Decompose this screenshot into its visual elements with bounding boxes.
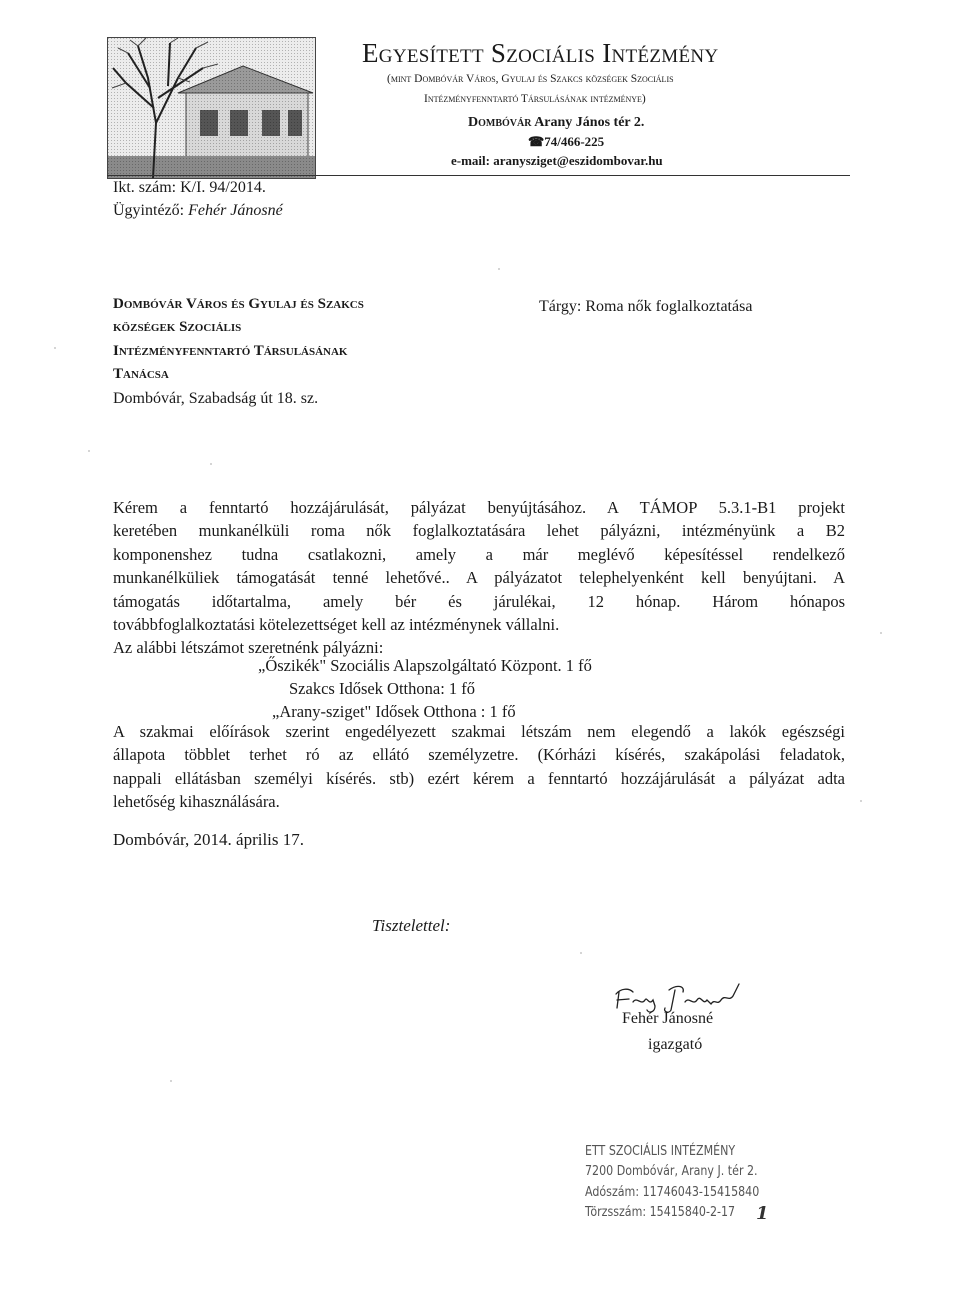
- clerk-name: Fehér Jánosné: [188, 202, 283, 219]
- body-line: keretében munkanélküli roma nők foglalkoztatására lehet pályázni, intézményünk a B2: [113, 521, 845, 541]
- letterhead-logo-image: [107, 37, 316, 179]
- clerk-line: [113, 202, 283, 220]
- letterhead-divider: [107, 175, 850, 176]
- addressee-line3: Intézményfenntartó Társulásának: [113, 343, 348, 359]
- reference-number: Ikt. szám: K/I. 94/2014.: [113, 179, 266, 196]
- body-line: támogatás időtartalma, amely bér és járulékai, 12 hónap. Három hónapos: [113, 591, 845, 611]
- scan-speck: [88, 450, 90, 452]
- body-line: munkanélküliek támogatását tenné lehetővé.. A pályázatot telephelyenként kell benyújtani. A: [113, 568, 845, 588]
- telephone-icon: ☎: [528, 134, 545, 149]
- staffing-list-item: Szakcs Idősek Otthona: 1 fő: [289, 679, 476, 698]
- scan-speck: [880, 632, 882, 634]
- scan-speck: [210, 463, 212, 465]
- stamp-line4: Törzsszám: 15415840-2-17: [585, 1204, 736, 1220]
- addressee-line4: Tanácsa: [113, 366, 169, 382]
- body-line: továbbfoglalkoztatási kötelezettséget kell az intézménynek vállalni.: [113, 614, 560, 634]
- body-paragraph-2: [113, 720, 845, 814]
- institution-address-city: Dombóvár: [468, 115, 532, 130]
- institution-phone: [528, 134, 604, 150]
- stamp-line1: ETT SZOCIÁLIS INTÉZMÉNY: [585, 1143, 736, 1159]
- institution-email: e-mail: aranysziget@eszidombovar.hu: [451, 153, 663, 168]
- body-line: Kérem a fenntartó hozzájárulását, pályázat benyújtásához. A TÁMOP 5.3.1-B1 projekt: [113, 498, 845, 517]
- body-line: lehetőség kihasználására.: [113, 792, 280, 812]
- scan-speck: [498, 268, 500, 270]
- institution-address-street: Arany János tér 2.: [534, 115, 645, 130]
- scan-speck: [580, 952, 582, 954]
- body-line: állapota többlet terhet ró az ellátó személyzetre. (Kórházi kísérés, szakápolási feladatok,: [113, 745, 845, 765]
- signer-name: Fehér Jánosné: [622, 1010, 714, 1027]
- scan-speck: [54, 347, 56, 349]
- addressee-street: Dombóvár, Szabadság út 18. sz.: [113, 390, 319, 407]
- staffing-list-item: „Őszikék" Szociális Alapszolgáltató Központ. 1 fő: [258, 656, 592, 675]
- institution-name: Egyesített Szociális Intézmény: [362, 38, 719, 68]
- body-line: Az alábbi létszámot szeretnénk pályázni:: [113, 638, 384, 658]
- stamp-line3: Adószám: 11746043-15415840: [585, 1184, 760, 1200]
- clerk-label: Ügyintéző:: [113, 202, 185, 219]
- institution-subtitle-line1: (mint Dombóvár Város, Gyulaj és Szakcs községek Szociális: [387, 73, 674, 85]
- subject-line: Tárgy: Roma nők foglalkoztatása: [539, 298, 753, 315]
- stamp-line2: 7200 Dombóvár, Arany J. tér 2.: [585, 1163, 758, 1179]
- institution-subtitle-line2: Intézményfenntartó Társulásának intézménye): [424, 93, 646, 105]
- staffing-list-item: „Arany-sziget" Idősek Otthona : 1 fő: [272, 702, 516, 721]
- letter-date: Dombóvár, 2014. április 17.: [113, 830, 305, 849]
- signer-title: igazgató: [648, 1036, 703, 1053]
- body-line: komponenshez tudna csatlakozni, amely a már meglévő képesítéssel rendelkező: [113, 544, 845, 564]
- body-line: nappali ellátásban személyi kísérés. stb) ezért kérem a fenntartó hozzájárulását a pályázat adta: [113, 768, 845, 788]
- addressee-line1: Dombóvár Város és Gyulaj és Szakcs: [113, 296, 364, 312]
- body-paragraph-1: [113, 496, 845, 660]
- page-mark: 1: [756, 1203, 769, 1224]
- scan-speck: [170, 1080, 172, 1082]
- scan-speck: [860, 800, 862, 802]
- addressee-line2: községek Szociális: [113, 319, 242, 335]
- closing-phrase: Tisztelettel:: [372, 916, 451, 935]
- institution-phone-number: 74/466-225: [544, 134, 605, 149]
- body-line: A szakmai előírások szerint engedélyezett szakmai létszám nem elegendő a lakók egészségi: [113, 722, 845, 741]
- institution-address: [468, 115, 644, 131]
- building-tree-drawing: [108, 38, 315, 178]
